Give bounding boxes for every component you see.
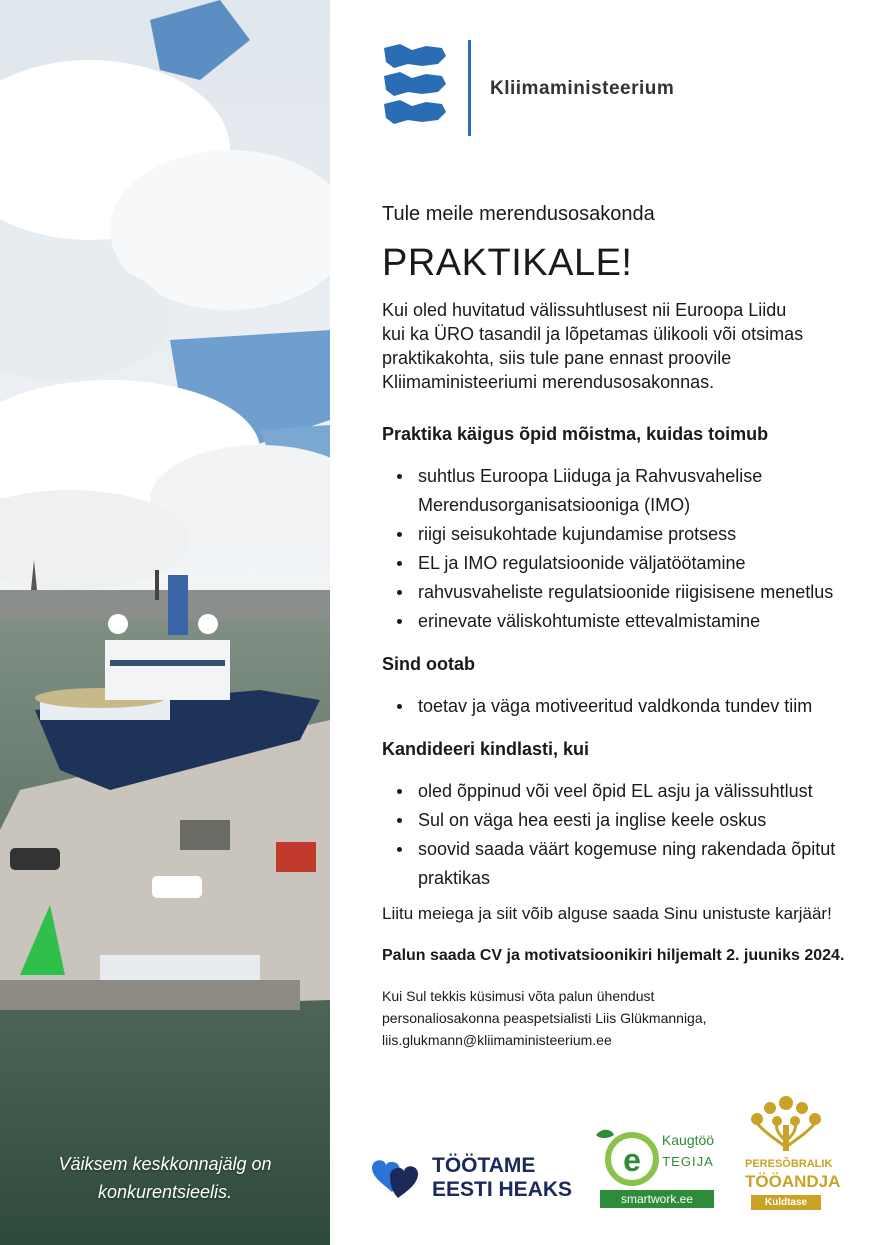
svg-text:e: e: [623, 1142, 641, 1178]
harbor-photo: [0, 0, 330, 1245]
main-content: [382, 200, 852, 1051]
list-item: EL ja IMO regulatsioonide väljatöötamine: [418, 549, 852, 578]
ministry-logo: [382, 40, 702, 136]
hearts-icon: [370, 1156, 422, 1202]
section-heading-learn: Praktika käigus õpid mõistma, kuidas toimub: [382, 424, 769, 444]
contact-line: personaliosakonna peaspetsialisti Liis Glükmanniga,: [382, 1010, 707, 1026]
peresobralik-tooandja-logo: [745, 1095, 841, 1213]
list-item: riigi seisukohtade kujundamise protsess: [418, 520, 852, 549]
list-item-text: Merendusorganisatsiooniga (IMO): [418, 495, 691, 515]
three-lions-coat-of-arms-icon: [382, 42, 448, 132]
tootame-line2: EESTI HEAKS: [432, 1178, 573, 1201]
list-item-continuation: [418, 864, 852, 893]
harbor-illustration: [0, 0, 330, 1245]
lead-line: Kliimaministeeriumi merendusosakonnas.: [382, 372, 715, 392]
pere-badge: Kuldtase: [751, 1195, 821, 1210]
list-item: toetav ja väga motiveeritud valdkonda tundev tiim: [418, 692, 852, 721]
lead-line: kui ka ÜRO tasandil ja lõpetamas ülikooli või otsimas: [382, 324, 804, 344]
photo-caption-line1: Väiksem keskkonnajälg on: [58, 1154, 272, 1174]
join-text: Liitu meiega ja siit võib alguse saada Sinu unistuste karjäär!: [382, 904, 832, 923]
apply-list: [382, 777, 852, 893]
kaugtoo-line2: TEGIJA: [662, 1154, 714, 1169]
lead-line: Kui oled huvitatud välissuhtlusest nii Euroopa Liidu: [382, 300, 787, 320]
list-item-continuation: [418, 491, 852, 520]
intro-line: Tule meile merendusosakonda: [382, 203, 655, 225]
tootame-eesti-heaks-logo: [370, 1150, 580, 1210]
org-name: Kliimaministeerium: [490, 78, 675, 99]
photo-caption-line2: konkurentsieelis.: [97, 1182, 233, 1202]
section-heading-apply: Kandideeri kindlasti, kui: [382, 739, 590, 759]
photo-caption: [20, 1150, 310, 1206]
list-item: suhtlus Euroopa Liiduga ja Rahvusvahelise: [418, 462, 852, 491]
tootame-line1: TÖÖTAME: [432, 1154, 536, 1177]
list-item-text: praktikas: [418, 868, 491, 888]
pere-line2: TÖÖANDJA: [745, 1172, 841, 1191]
list-item: rahvusvaheliste regulatsioonide riigisisene menetlus: [418, 578, 852, 607]
kaugtoo-line1: Kaugtöö: [661, 1132, 715, 1148]
lead-paragraph: [382, 298, 852, 394]
list-item: Sul on väga hea eesti ja inglise keele oskus: [418, 806, 852, 835]
contact-line: Kui Sul tekkis küsimusi võta palun ühendust: [382, 988, 655, 1004]
list-item: soovid saada väärt kogemuse ning rakendada õpitut: [418, 835, 852, 864]
section-heading-offer: Sind ootab: [382, 654, 475, 674]
contact-email[interactable]: liis.glukmann@kliimaministeerium.ee: [382, 1032, 612, 1048]
e-leaf-icon: [592, 1125, 662, 1187]
headline: PRAKTIKALE!: [382, 242, 633, 284]
kaugtoo-url: smartwork.ee: [600, 1190, 714, 1208]
tree-people-icon: [745, 1095, 827, 1155]
kaugtoo-tegija-logo: [592, 1125, 722, 1210]
deadline-text: Palun saada CV ja motivatsioonikiri hiljemalt 2. juuniks 2024.: [382, 947, 845, 964]
pere-line1: PERESÕBRALIK: [745, 1158, 833, 1170]
list-item: oled õppinud või veel õpid EL asju ja välissuhtlust: [418, 777, 852, 806]
contact-block: [382, 985, 852, 1051]
lead-line: praktikakohta, siis tule pane ennast proovile: [382, 348, 732, 368]
learn-list: [382, 462, 852, 636]
offer-list: [382, 692, 852, 721]
list-item: erinevate väliskohtumiste ettevalmistamine: [418, 607, 852, 636]
logo-divider: [468, 40, 471, 136]
